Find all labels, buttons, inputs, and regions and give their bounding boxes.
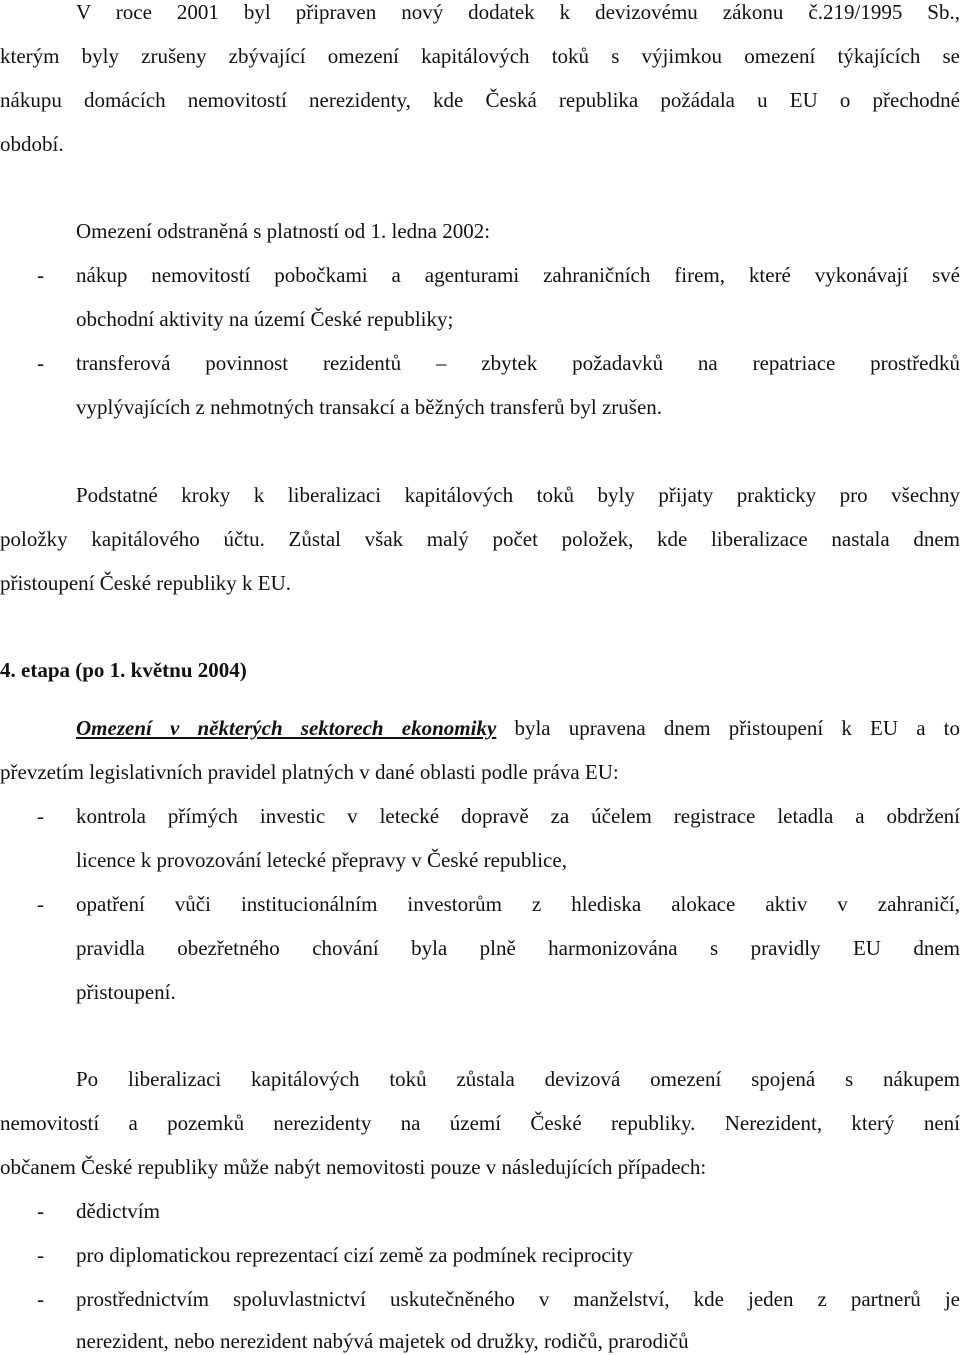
para5-line-3: občanem České republiky může nabýt nemovitosti pouze v následujících případech: <box>0 1155 707 1179</box>
para3-line-2: položky kapitálového účtu. Zůstal však malý počet položek, kde liberalizace nastala dnem <box>0 527 960 551</box>
para1-line-2: kterým byly zrušeny zbývající omezení kapitálových toků s výjimkou omezení týkajících se <box>0 44 960 68</box>
bullet-line: dědictvím <box>76 1199 160 1223</box>
bullet-dash: - <box>37 804 44 828</box>
bullet-line: obchodní aktivity na území České republiky; <box>76 307 454 331</box>
para5-line-1: Po liberalizaci kapitálových toků zůstala devizová omezení spojená s nákupem <box>76 1067 960 1091</box>
bullet-line: opatření vůči institucionálním investorům z hlediska alokace aktiv v zahraničí, <box>76 892 960 916</box>
para4-line-1 <box>0 716 960 740</box>
bullet-dash: - <box>37 892 44 916</box>
bullet-line: nákup nemovitostí pobočkami a agenturami zahraničních firem, které vykonávají své <box>76 263 960 287</box>
para3-line-3: přistoupení České republiky k EU. <box>0 571 292 595</box>
para5-line-2: nemovitostí a pozemků nerezidenty na území České republiky. Nerezident, který není <box>0 1111 960 1135</box>
para3-line-1: Podstatné kroky k liberalizaci kapitálových toků byly přijaty prakticky pro všechny <box>76 483 960 507</box>
bullet-dash: - <box>37 351 44 375</box>
bullet-line: licence k provozování letecké přepravy v České republice, <box>76 848 567 872</box>
bullet-line: nerezident, nebo nerezident nabývá majetek od družky, rodičů, prarodičů <box>76 1329 689 1353</box>
bullet-dash: - <box>37 263 44 287</box>
bullet-line: pravidla obezřetného chování byla plně harmonizována s pravidly EU dnem <box>76 936 960 960</box>
para1-line-4: období. <box>0 132 64 156</box>
bullet-line: pro diplomatickou reprezentací cizí země za podmínek reciprocity <box>76 1243 633 1267</box>
para4-line-2: převzetím legislativních pravidel platných v dané oblasti podle práva EU: <box>0 760 619 784</box>
para2-intro: Omezení odstraněná s platností od 1. ledna 2002: <box>76 219 491 243</box>
bullet-dash: - <box>37 1243 44 1267</box>
bullet-line: vyplývajících z nehmotných transakcí a běžných transferů byl zrušen. <box>76 395 663 419</box>
emphasis-text: Omezení v některých sektorech ekonomiky <box>76 716 497 740</box>
bullet-line: transferová povinnost rezidentů – zbytek požadavků na repatriace prostředků <box>76 351 960 375</box>
section-heading: 4. etapa (po 1. květnu 2004) <box>0 658 247 682</box>
bullet-line: přistoupení. <box>76 980 176 1004</box>
bullet-dash: - <box>37 1287 44 1311</box>
para4-line-1-rest: byla upravena dnem přistoupení k EU a to <box>496 716 960 740</box>
bullet-line: prostřednictvím spoluvlastnictví uskutečněného v manželství, kde jeden z partnerů je <box>76 1287 960 1311</box>
para1-line-1: V roce 2001 byl připraven nový dodatek k devizovému zákonu č.219/1995 Sb., <box>76 0 960 24</box>
para1-line-3: nákupu domácích nemovitostí nerezidenty, kde Česká republika požádala u EU o přechodné <box>0 88 960 112</box>
bullet-line: kontrola přímých investic v letecké dopravě za účelem registrace letadla a obdržení <box>76 804 960 828</box>
bullet-dash: - <box>37 1199 44 1223</box>
